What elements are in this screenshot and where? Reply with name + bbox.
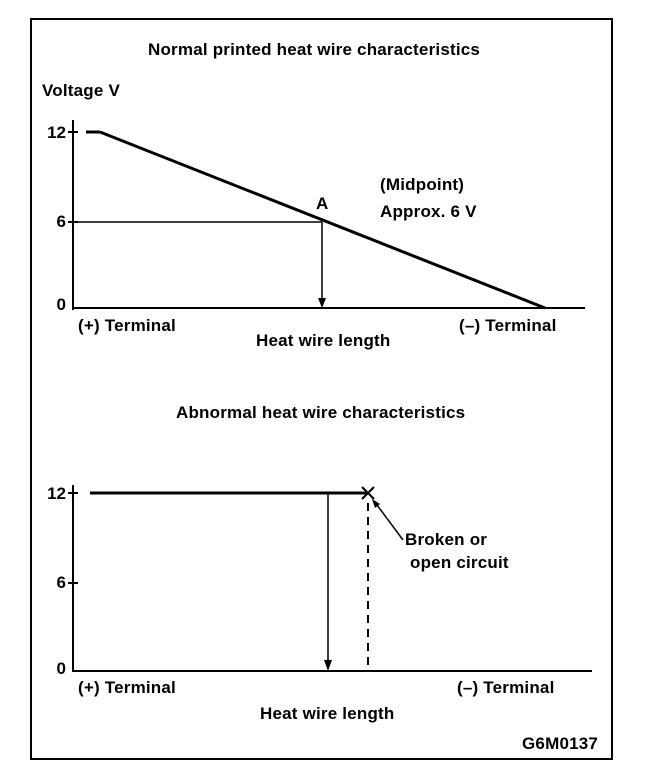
normal-tick-0: 0 [56, 295, 66, 314]
callout-leader-line [374, 501, 403, 540]
abnormal-x-axis-label: Heat wire length [260, 704, 395, 723]
abnormal-arrowhead [324, 660, 332, 671]
normal-negative-terminal-label: (–) Terminal [459, 316, 557, 335]
point-a-label: A [316, 194, 329, 213]
abnormal-tick-6: 6 [56, 573, 66, 592]
broken-callout-line1: Broken or [405, 530, 488, 549]
normal-positive-terminal-label: (+) Terminal [78, 316, 176, 335]
abnormal-positive-terminal-label: (+) Terminal [78, 678, 176, 697]
abnormal-chart-title: Abnormal heat wire characteristics [176, 403, 466, 422]
normal-tick-6: 6 [56, 212, 66, 231]
normal-x-axis-label: Heat wire length [256, 331, 391, 350]
figure-code: G6M0137 [522, 734, 599, 753]
abnormal-tick-12: 12 [47, 484, 66, 503]
normal-tick-12: 12 [47, 123, 66, 142]
normal-chart-title: Normal printed heat wire characteristics [148, 40, 481, 59]
voltage-axis-label: Voltage V [42, 81, 121, 100]
midpoint-note: (Midpoint) [380, 175, 465, 194]
approx-voltage-note: Approx. 6 V [380, 202, 477, 221]
abnormal-tick-0: 0 [56, 659, 66, 678]
abnormal-negative-terminal-label: (–) Terminal [457, 678, 555, 697]
midpoint-arrowhead [318, 298, 326, 308]
broken-callout-line2: open circuit [410, 553, 509, 572]
